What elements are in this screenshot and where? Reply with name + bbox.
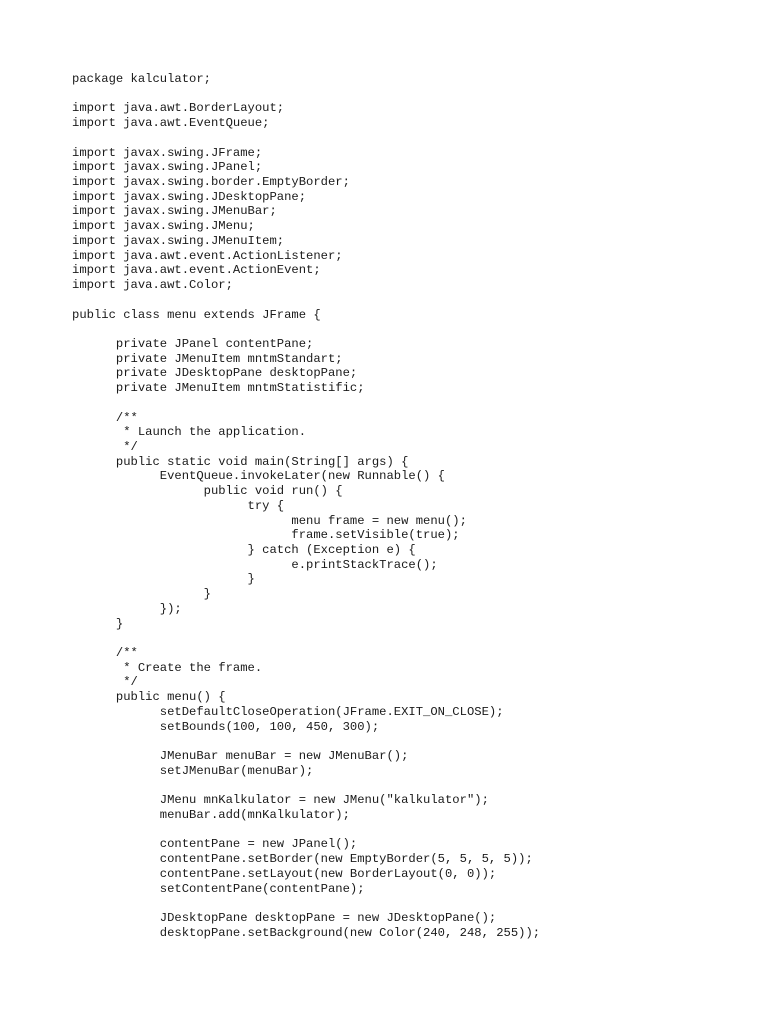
code-line: });	[72, 601, 182, 616]
code-line	[72, 896, 540, 911]
code-line: * Launch the application.	[72, 425, 307, 440]
code-line: }	[72, 616, 124, 631]
code-line: public void run() {	[72, 484, 343, 499]
code-line: EventQueue.invokeLater(new Runnable() {	[72, 469, 445, 484]
code-line	[72, 779, 540, 794]
code-line: import javax.swing.JFrame;	[72, 145, 263, 160]
code-line: contentPane.setLayout(new BorderLayout(0, 0));	[72, 866, 497, 881]
code-line	[72, 131, 540, 146]
code-line: * Create the frame.	[72, 660, 263, 675]
code-line: import java.awt.BorderLayout;	[72, 101, 285, 116]
code-line	[72, 631, 540, 646]
code-line: public class menu extends JFrame {	[72, 307, 321, 322]
code-line: try {	[72, 498, 285, 513]
code-line	[72, 396, 540, 411]
code-line: private JPanel contentPane;	[72, 336, 314, 351]
code-line: import java.awt.Color;	[72, 278, 233, 293]
code-line: menuBar.add(mnKalkulator);	[72, 807, 350, 822]
code-line: private JDesktopPane desktopPane;	[72, 366, 358, 381]
code-line: import javax.swing.JPanel;	[72, 160, 263, 175]
code-line: }	[72, 572, 255, 587]
code-line: }	[72, 587, 211, 602]
code-line: contentPane = new JPanel();	[72, 837, 358, 852]
code-line	[72, 293, 540, 308]
code-line: */	[72, 675, 138, 690]
code-line: import javax.swing.JMenu;	[72, 219, 255, 234]
code-line: import javax.swing.border.EmptyBorder;	[72, 175, 350, 190]
code-line: import java.awt.event.ActionListener;	[72, 248, 343, 263]
code-line: setDefaultCloseOperation(JFrame.EXIT_ON_CLOSE);	[72, 704, 504, 719]
code-line: menu frame = new menu();	[72, 513, 467, 528]
code-line: /**	[72, 410, 138, 425]
code-line: private JMenuItem mntmStatistific;	[72, 381, 365, 396]
code-line: /**	[72, 646, 138, 661]
code-line: package kalculator;	[72, 72, 211, 86]
code-line	[72, 823, 540, 838]
code-line: public menu() {	[72, 690, 226, 705]
code-line: } catch (Exception e) {	[72, 543, 416, 557]
code-line: contentPane.setBorder(new EmptyBorder(5, 5, 5, 5));	[72, 852, 533, 867]
code-line: public static void main(String[] args) {	[72, 454, 409, 469]
code-line: import java.awt.event.ActionEvent;	[72, 263, 321, 278]
code-line: JMenu mnKalkulator = new JMenu("kalkulator");	[72, 793, 489, 808]
code-line: */	[72, 439, 138, 454]
code-line: import javax.swing.JMenuItem;	[72, 233, 285, 248]
code-line: setBounds(100, 100, 450, 300);	[72, 719, 380, 734]
code-line	[72, 87, 540, 102]
code-line: e.printStackTrace();	[72, 557, 438, 572]
code-line	[72, 322, 540, 337]
code-line: desktopPane.setBackground(new Color(240, 248, 255));	[72, 925, 541, 940]
code-line	[72, 734, 540, 749]
code-line: JDesktopPane desktopPane = new JDesktopPane();	[72, 910, 497, 925]
code-block	[72, 72, 540, 940]
code-line: private JMenuItem mntmStandart;	[72, 351, 343, 366]
code-line: import java.awt.EventQueue;	[72, 116, 270, 131]
code-line: frame.setVisible(true);	[72, 528, 460, 543]
code-line: JMenuBar menuBar = new JMenuBar();	[72, 749, 409, 764]
code-line: setContentPane(contentPane);	[72, 881, 365, 896]
code-line: setJMenuBar(menuBar);	[72, 763, 314, 778]
code-line: import javax.swing.JDesktopPane;	[72, 189, 307, 204]
code-line: import javax.swing.JMenuBar;	[72, 204, 277, 219]
